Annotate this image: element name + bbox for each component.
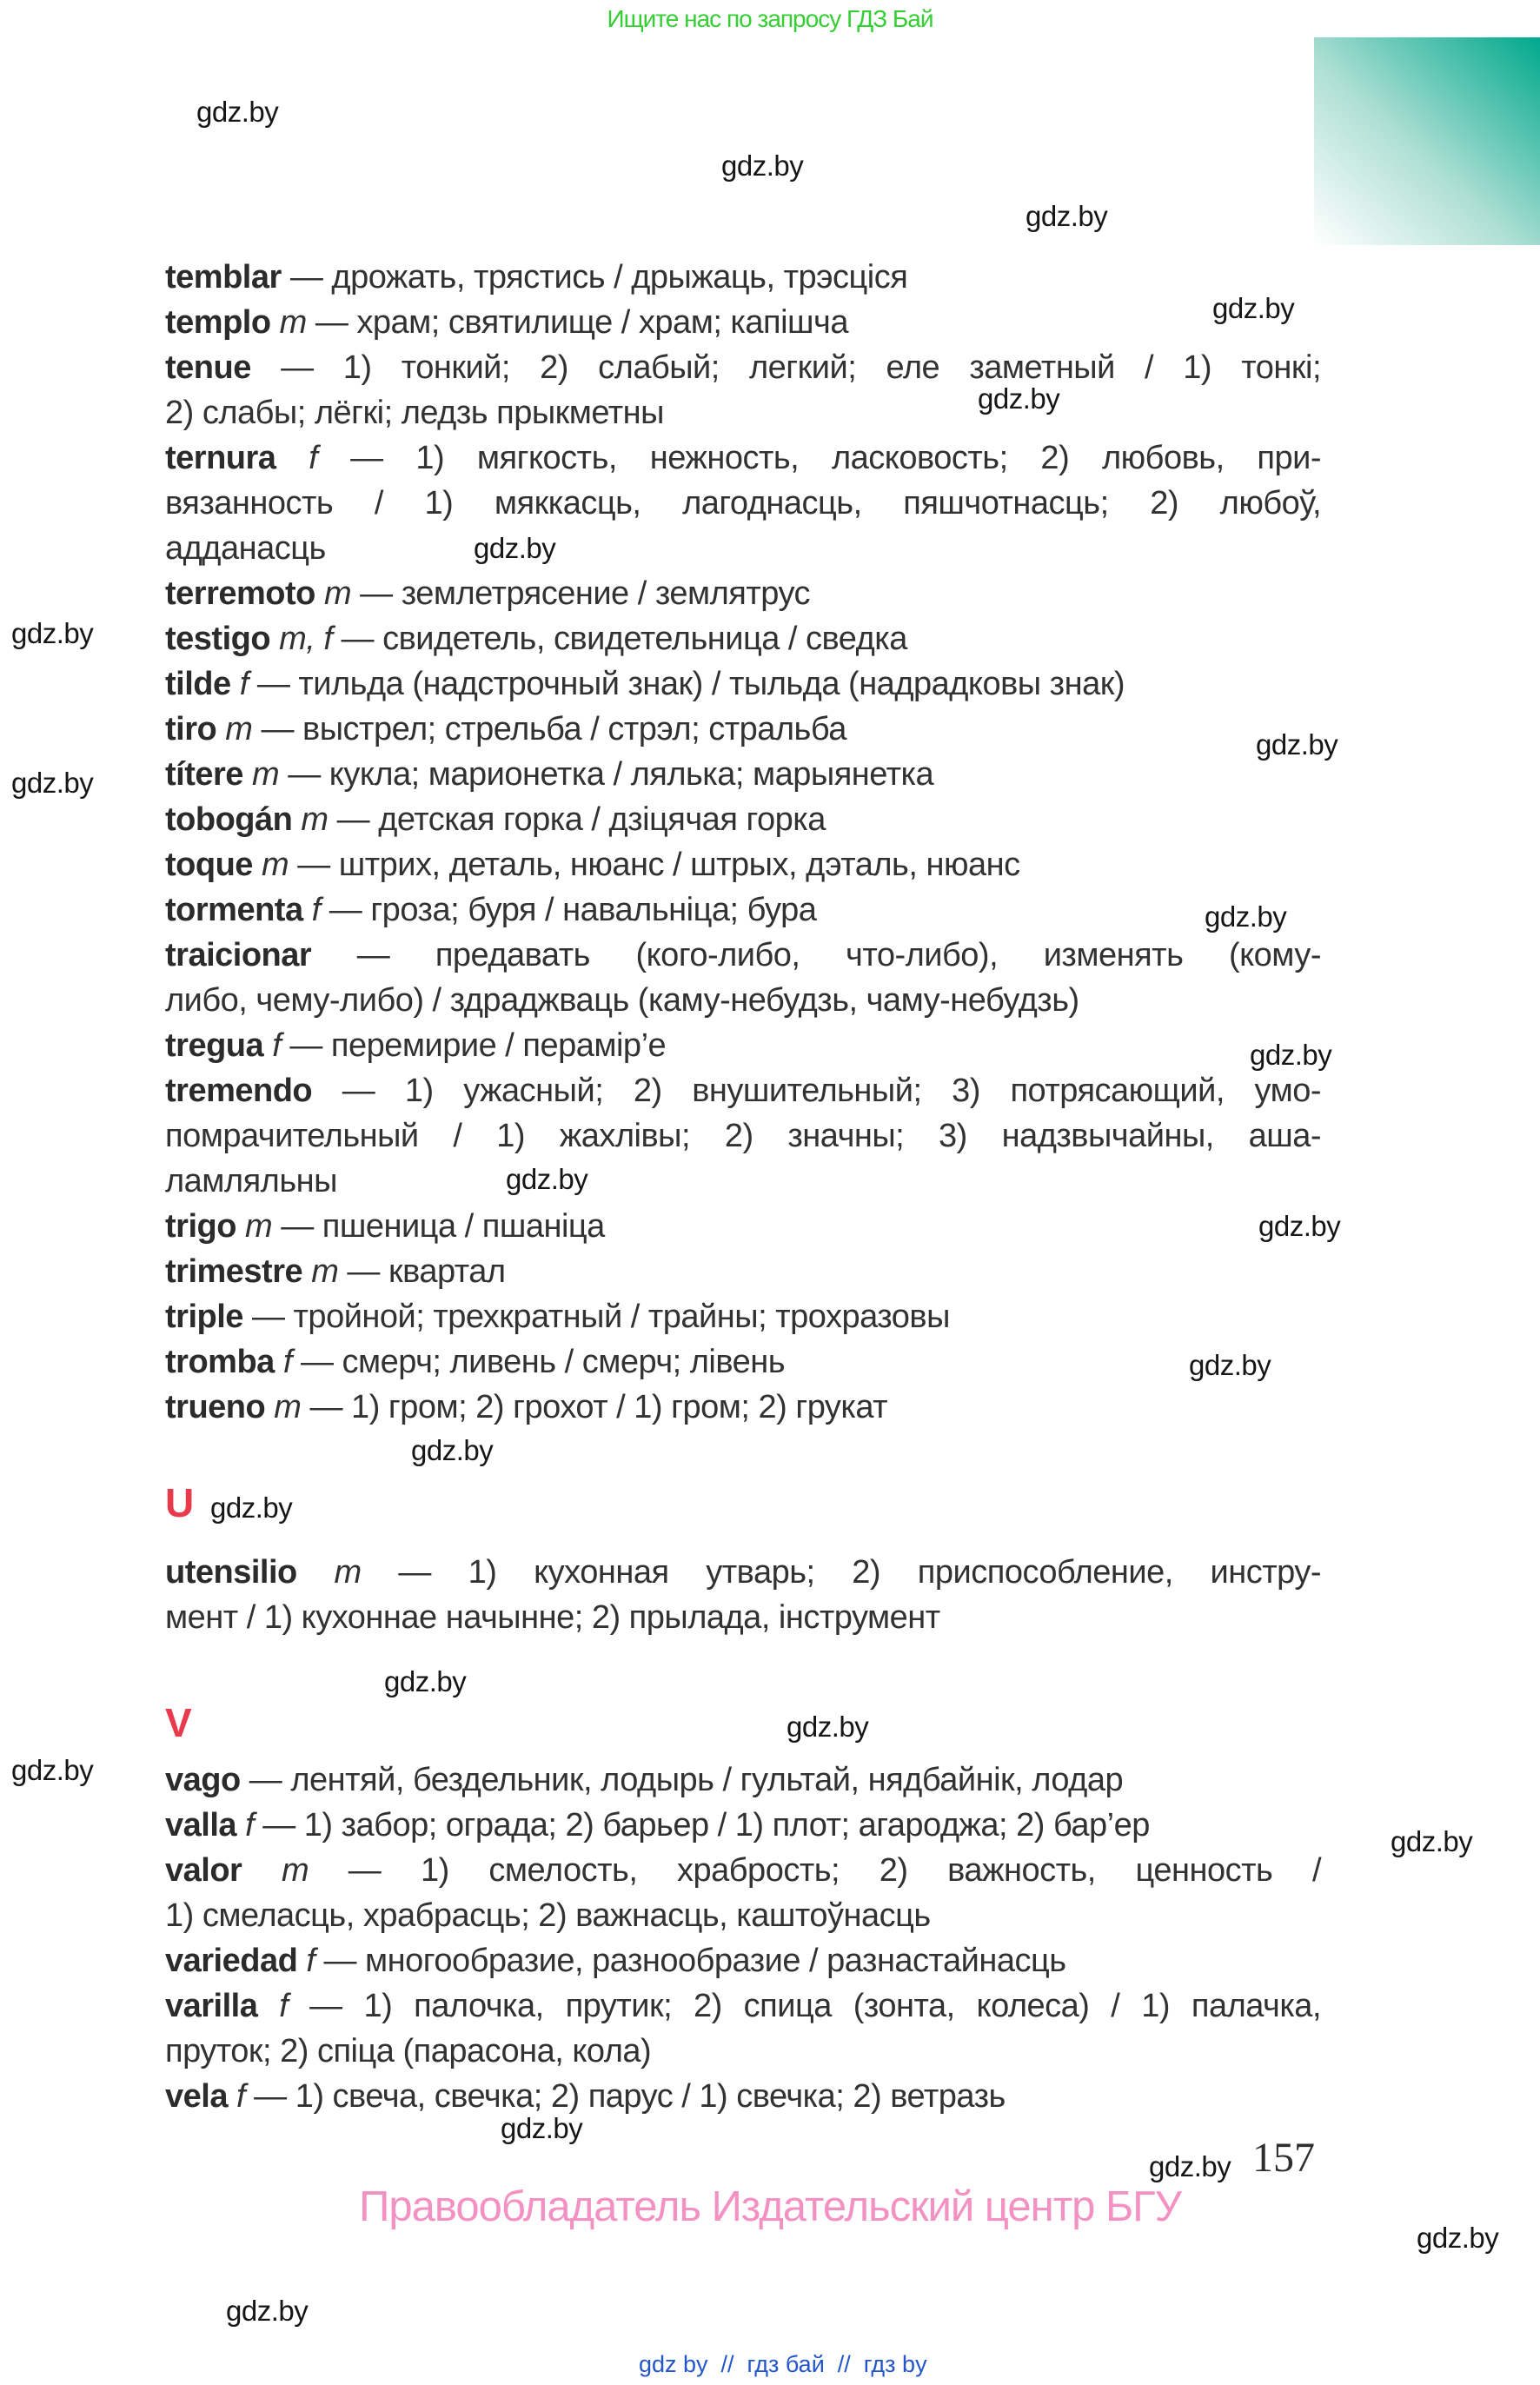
gender-marker: m	[225, 711, 253, 747]
dictionary-entry-first-line	[165, 300, 1321, 345]
dictionary-entry-first-line	[165, 616, 1321, 661]
dictionary-entry-first-line	[165, 752, 1321, 797]
entry-translation: — предавать (кого-либо, что-либо), изменять (кому-	[356, 937, 1321, 973]
watermark: gdz.by	[721, 149, 804, 182]
headword: triple	[165, 1299, 243, 1335]
dictionary-entry-line: либо, чему-либо) / здраджваць (каму-небудзь, чаму-небудзь)	[165, 982, 1079, 1019]
watermark: gdz.by	[1149, 2150, 1231, 2182]
entry-translation: — 1) смелость, храбрость; 2) важность, ценность /	[348, 1852, 1321, 1889]
dictionary-entry-line: 1) смеласць, храбрасць; 2) важнасць, каштоўнасць	[165, 1897, 931, 1934]
dictionary-entry-first-line	[165, 661, 1321, 707]
dictionary-entry-line: пруток; 2) спіца (парасона, кола)	[165, 2033, 652, 2069]
headword: tobogán	[165, 801, 293, 838]
watermark: gdz.by	[474, 532, 556, 564]
watermark: gdz.by	[1212, 292, 1295, 324]
entry-translation: — смерч; ливень / смерч; лівень	[300, 1344, 786, 1380]
watermark: gdz.by	[11, 1754, 94, 1786]
page-number: 157	[1252, 2135, 1315, 2181]
watermark: gdz.by	[411, 1434, 494, 1466]
gender-marker: f	[282, 1344, 292, 1380]
watermark: gdz.by	[501, 2112, 583, 2144]
headword: temblar	[165, 259, 282, 296]
headword: tilde	[165, 666, 231, 702]
entry-translation: — храм; святилище / храм; капішча	[315, 304, 848, 341]
watermark: gdz.by	[11, 617, 94, 649]
dictionary-entry-first-line	[165, 1550, 1321, 1595]
gender-marker: m	[323, 575, 352, 612]
entry-translation: — 1) палочка, прутик; 2) спица (зонта, колеса) / 1) палачка,	[309, 1988, 1321, 2024]
watermark: gdz.by	[1417, 2222, 1499, 2254]
headword: varilla	[165, 1988, 258, 2024]
dictionary-entry-first-line	[165, 1249, 1321, 1294]
entry-translation: — 1) тонкий; 2) слабый; легкий; еле заметный / 1) тонкі;	[281, 349, 1321, 386]
entry-translation: — тильда (надстрочный знак) / тыльда (надрадковы знак)	[256, 666, 1125, 702]
dictionary-entry-first-line	[165, 1983, 1321, 2029]
watermark: gdz.by	[196, 96, 279, 128]
entry-translation: — детская горка / дзіцячая горка	[336, 801, 826, 838]
headword: ternura	[165, 440, 276, 476]
section-letter: V	[165, 1700, 192, 1745]
dictionary-entry-line: 2) слабы; лёгкі; ледзь прыкметны	[165, 395, 664, 431]
gender-marker: m	[262, 847, 289, 883]
dictionary-entry-first-line	[165, 1848, 1321, 1893]
headword: tormenta	[165, 892, 303, 928]
watermark: gdz.by	[1391, 1825, 1473, 1857]
entry-translation: — гроза; буря / навальніца; бура	[329, 892, 817, 928]
gender-marker: m	[245, 1208, 273, 1245]
gender-marker: f	[311, 892, 321, 928]
watermark: gdz.by	[11, 767, 94, 799]
headword: valla	[165, 1807, 237, 1844]
gender-marker: m	[301, 801, 329, 838]
gender-marker: m, f	[279, 621, 333, 657]
headword: terremoto	[165, 575, 315, 612]
headword: tenue	[165, 349, 251, 386]
gender-marker: m	[311, 1253, 339, 1290]
entry-translation: — свидетель, свидетельница / сведка	[341, 621, 907, 657]
copyright-line: Правообладатель Издательский центр БГУ	[359, 2183, 1181, 2230]
entry-translation: — лентяй, бездельник, лодырь / гультай, нядбайнік, лодар	[249, 1762, 1124, 1798]
dictionary-entry-first-line	[165, 842, 1321, 887]
dictionary-entry-first-line	[165, 1385, 1321, 1430]
entry-translation: — пшеница / пшаніца	[281, 1208, 605, 1245]
headword: trigo	[165, 1208, 236, 1245]
entry-translation: — 1) свеча, свечка; 2) парус / 1) свечка; 2) ветразь	[254, 2078, 1006, 2115]
watermark: gdz.by	[1256, 728, 1338, 761]
dictionary-entry-first-line	[165, 255, 1321, 300]
gender-marker: f	[245, 1807, 255, 1844]
watermark: gdz.by	[1205, 900, 1287, 933]
dictionary-entry-line: помрачительный / 1) жахлівы; 2) значны; 3) надзвычайны, аша-	[165, 1118, 1321, 1154]
dictionary-entry-first-line	[165, 571, 1321, 616]
headword: traicionar	[165, 937, 312, 973]
gender-marker: m	[279, 304, 307, 341]
headword: tiro	[165, 711, 217, 747]
dictionary-entry-first-line	[165, 435, 1321, 481]
dictionary-entry-line: ламляльны	[165, 1163, 337, 1199]
dictionary-entry-first-line	[165, 933, 1321, 978]
dictionary-entry-first-line	[165, 1803, 1321, 1848]
headword: variedad	[165, 1943, 298, 1979]
promo-banner-text: Ищите нас по запросу ГДЗ Бай	[607, 5, 933, 32]
gender-marker: f	[309, 440, 318, 476]
watermark: gdz.by	[384, 1665, 467, 1697]
gender-marker: f	[239, 666, 249, 702]
section-letter: U	[165, 1480, 194, 1525]
dictionary-entry-first-line	[165, 2074, 1321, 2119]
gender-marker: m	[251, 756, 280, 793]
dictionary-content	[165, 255, 1321, 2119]
watermark: gdz.by	[787, 1711, 869, 1743]
headword: vago	[165, 1762, 241, 1798]
watermark: gdz.by	[1026, 200, 1108, 232]
entry-translation: — 1) ужасный; 2) внушительный; 3) потрясающий, умо-	[342, 1073, 1322, 1109]
watermark: gdz.by	[1189, 1349, 1271, 1381]
dictionary-entry-first-line	[165, 1294, 1321, 1339]
dictionary-entry-first-line	[165, 1204, 1321, 1249]
watermark: gdz.by	[210, 1491, 293, 1524]
dictionary-entry-first-line	[165, 345, 1321, 390]
headword: tromba	[165, 1344, 275, 1380]
dictionary-entry-first-line	[165, 707, 1321, 752]
dictionary-entry-first-line	[165, 1757, 1321, 1803]
entry-translation: — 1) кухонная утварь; 2) приспособление, инстру-	[398, 1554, 1321, 1591]
headword: templo	[165, 304, 271, 341]
entry-translation: — квартал	[347, 1253, 506, 1290]
entry-translation: — перемирие / перамір’е	[289, 1027, 667, 1064]
headword: trueno	[165, 1389, 266, 1425]
entry-translation: — тройной; трехкратный / трайны; трохразовы	[251, 1299, 950, 1335]
entry-translation: — кукла; марионетка / лялька; марыянетка	[288, 756, 934, 793]
dictionary-entry-first-line	[165, 887, 1321, 933]
watermark: gdz.by	[1250, 1039, 1332, 1071]
entry-translation: — выстрел; стрельба / стрэл; стральба	[261, 711, 846, 747]
gender-marker: m	[281, 1852, 309, 1889]
dictionary-entry-first-line	[165, 1023, 1321, 1068]
watermark: gdz.by	[978, 382, 1060, 415]
headword: valor	[165, 1852, 242, 1889]
corner-gradient-decoration	[1314, 37, 1540, 245]
gender-marker: f	[236, 2078, 246, 2115]
entry-translation: — 1) гром; 2) грохот / 1) гром; 2) грукат	[309, 1389, 888, 1425]
dictionary-entry-line: адданасць	[165, 530, 326, 567]
dictionary-entry-line: вязанность / 1) мяккасць, лагоднасць, пяшчотнасць; 2) любоў,	[165, 485, 1321, 522]
headword: tremendo	[165, 1073, 313, 1109]
dictionary-entry-first-line	[165, 1068, 1321, 1113]
watermark: gdz.by	[226, 2295, 309, 2327]
headword: vela	[165, 2078, 228, 2115]
gender-marker: f	[272, 1027, 282, 1064]
headword: trimestre	[165, 1253, 303, 1290]
entry-translation: — землетрясение / землятрус	[360, 575, 811, 612]
dictionary-entry-first-line	[165, 1339, 1321, 1385]
headword: testigo	[165, 621, 271, 657]
entry-translation: — многообразие, разнообразие / разнастайнасць	[323, 1943, 1066, 1979]
gender-marker: m	[274, 1389, 302, 1425]
gender-marker: m	[334, 1554, 362, 1591]
dictionary-entry-first-line	[165, 797, 1321, 842]
gender-marker: f	[279, 1988, 289, 2024]
watermark: gdz.by	[506, 1163, 588, 1195]
dictionary-entry-first-line	[165, 1938, 1321, 1983]
headword: toque	[165, 847, 253, 883]
entry-translation: — 1) забор; ограда; 2) барьер / 1) плот; агароджа; 2) бар’ер	[262, 1807, 1150, 1844]
entry-translation: — штрих, деталь, нюанс / штрых, дэталь, нюанс	[297, 847, 1020, 883]
headword: títere	[165, 756, 243, 793]
entry-translation: — дрожать, трястись / дрыжаць, трэсціся	[289, 259, 908, 296]
gender-marker: f	[306, 1943, 315, 1979]
dictionary-entry-line: мент / 1) кухоннае начынне; 2) прылада, інструмент	[165, 1599, 940, 1636]
footer-links: gdz by // гдз бай // гдз by	[639, 2351, 927, 2377]
headword: tregua	[165, 1027, 264, 1064]
entry-translation: — 1) мягкость, нежность, ласковость; 2) любовь, при-	[350, 440, 1322, 476]
watermark: gdz.by	[1258, 1210, 1341, 1242]
headword: utensilio	[165, 1554, 297, 1591]
